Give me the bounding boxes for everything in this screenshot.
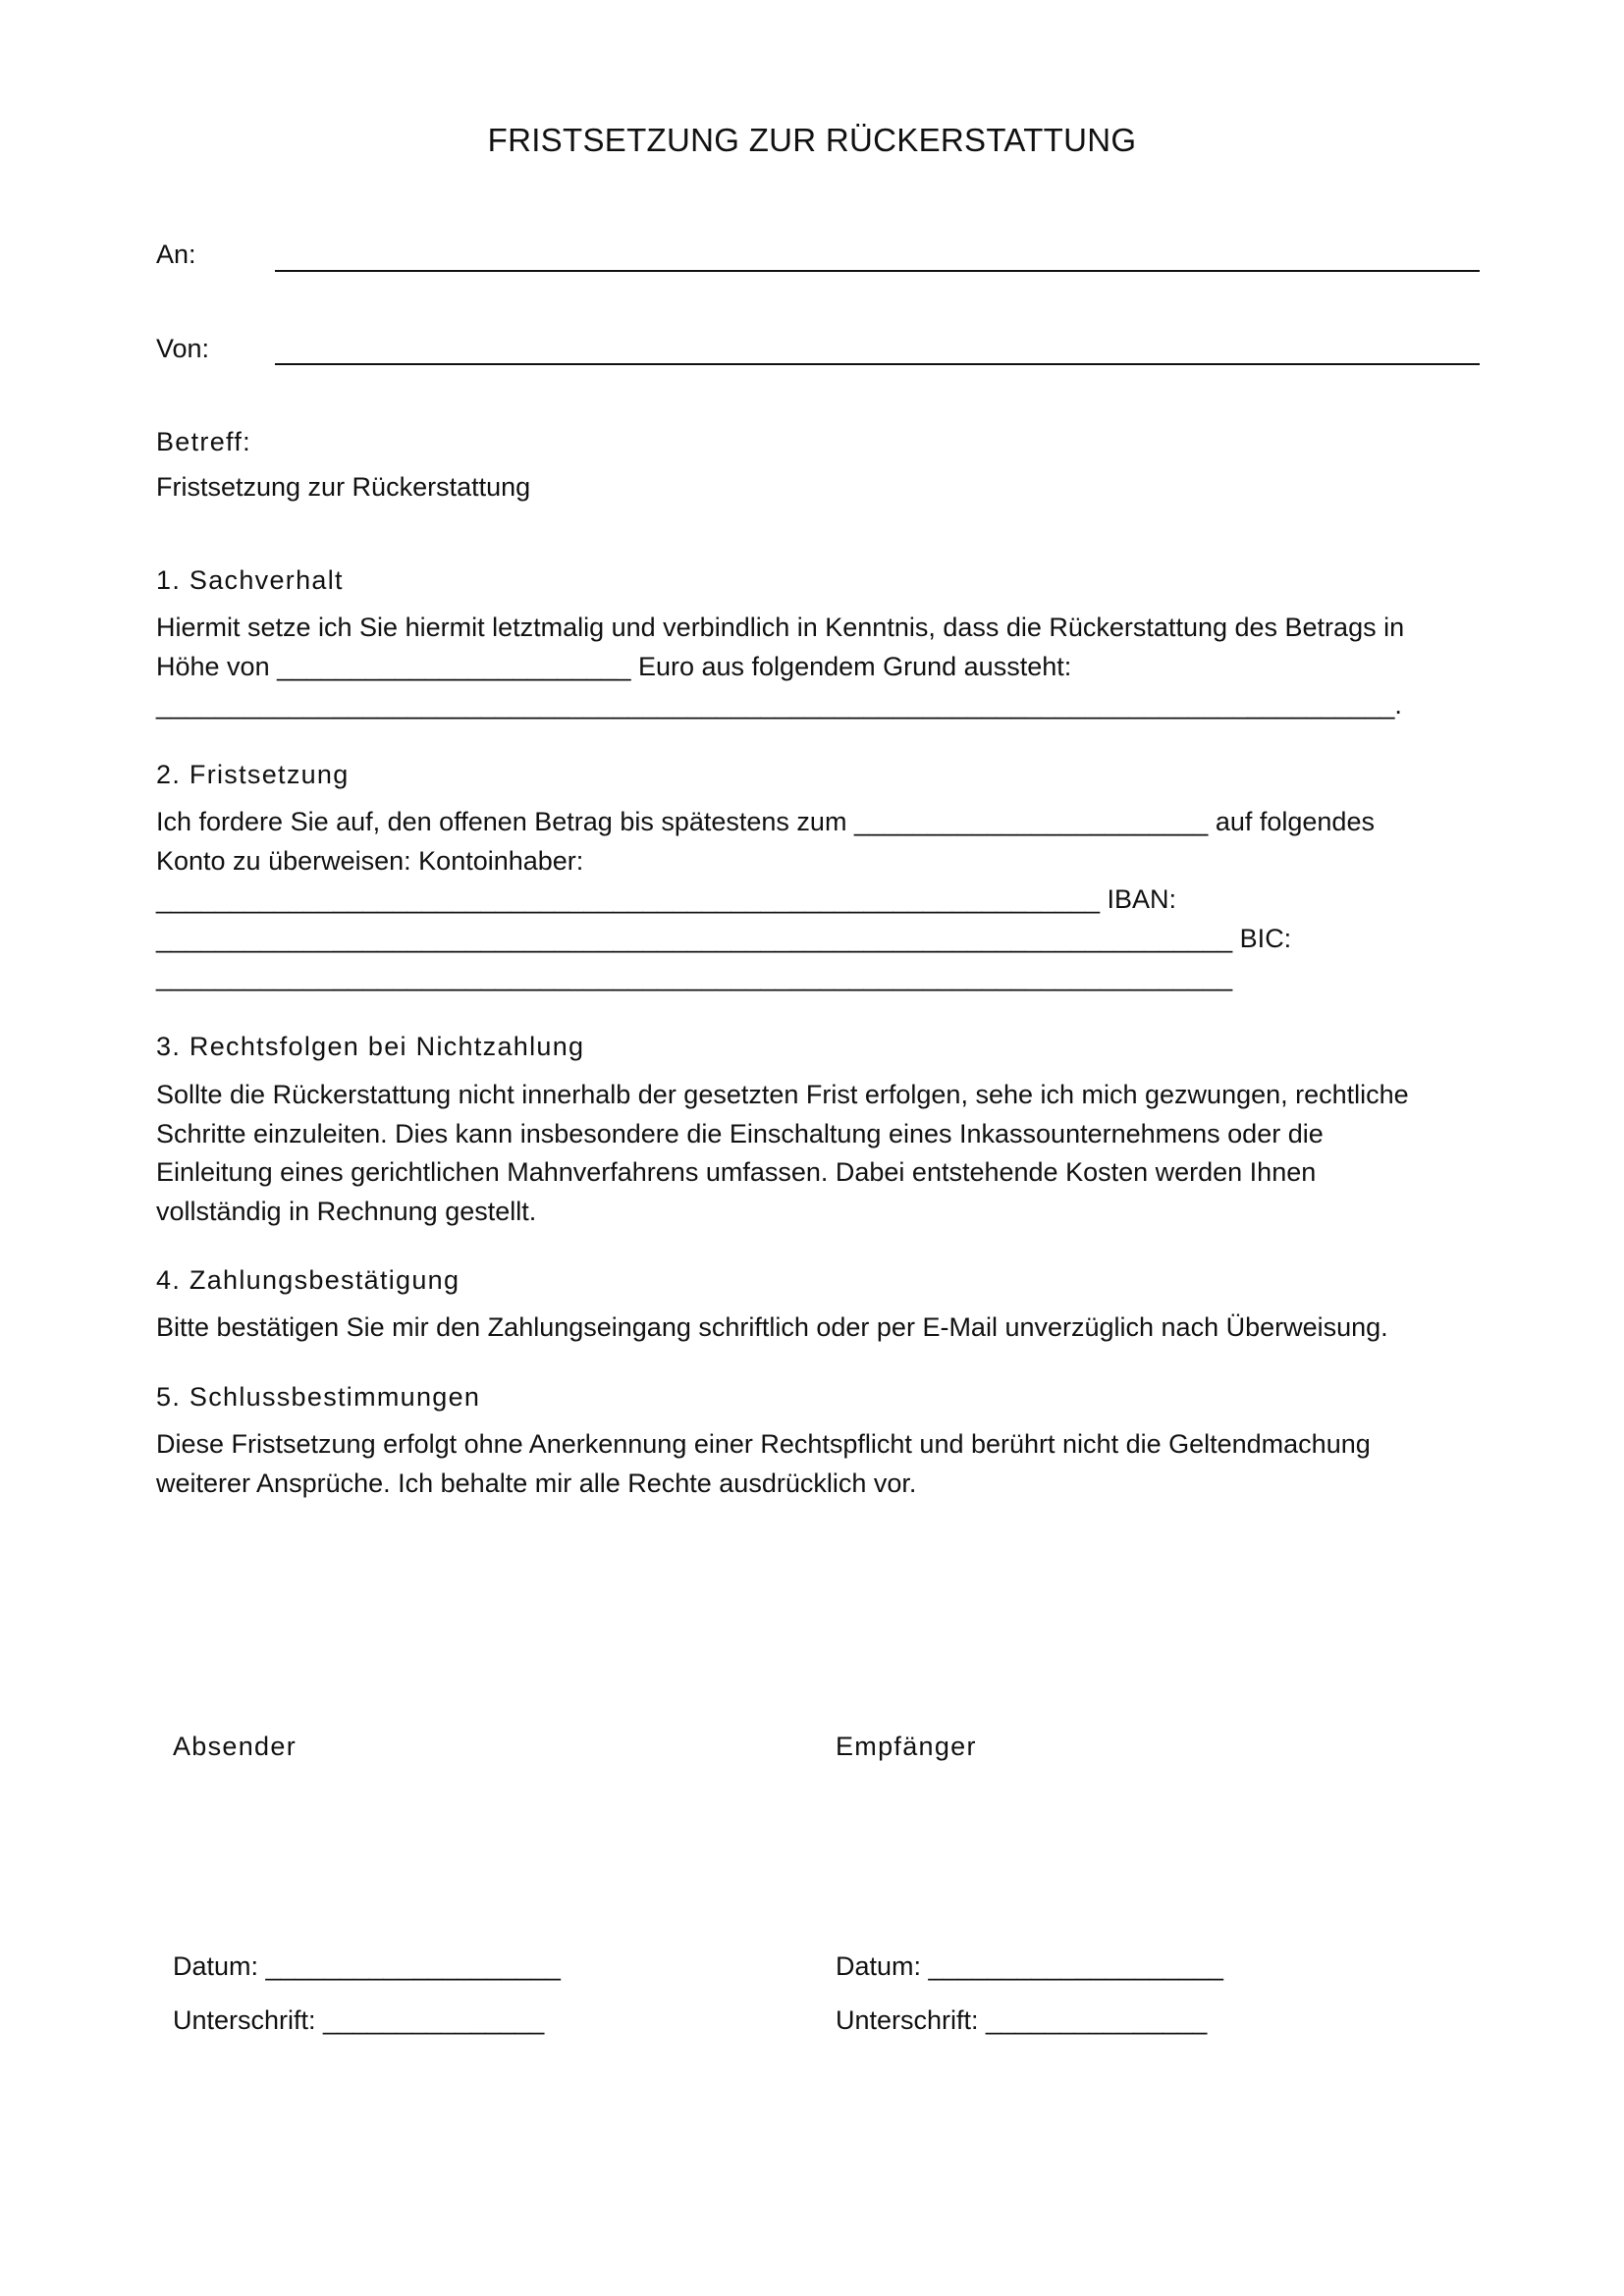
section-3-line: Sollte die Rückerstattung nicht innerhalb der gesetzten Frist erfolgen, sehe ich mich gezwungen, rechtliche <box>156 1080 1409 1109</box>
section-2-line: _________________________________________________________________________ <box>156 962 1233 991</box>
section-2-line: Konto zu überweisen: Kontoinhaber: <box>156 845 584 876</box>
section-1-line: Höhe von ________________________ Euro aus folgendem Grund aussteht: <box>156 651 1072 681</box>
recipient-signature-field[interactable]: Unterschrift: _______________ <box>836 2005 1208 2035</box>
from-field-line[interactable] <box>275 363 1480 365</box>
section-3-line: Einleitung eines gerichtlichen Mahnverfahrens umfassen. Dabei entstehende Kosten werden Ihnen <box>156 1157 1317 1187</box>
page-title: FRISTSETZUNG ZUR RÜCKERSTATTUNG <box>487 122 1137 158</box>
section-1-body <box>156 609 1404 725</box>
section-2-line: Ich fordere Sie auf, den offenen Betrag bis spätestens zum ________________________ auf folgendes <box>156 807 1375 836</box>
section-4-heading: 4. Zahlungsbestätigung <box>156 1265 460 1295</box>
section-2-heading: 2. Fristsetzung <box>156 760 350 789</box>
section-3-line: vollständig in Rechnung gestellt. <box>156 1196 537 1226</box>
section-2-body <box>156 803 1375 997</box>
section-5-heading: 5. Schlussbestimmungen <box>156 1382 481 1412</box>
subject-label: Betreff: <box>156 427 251 456</box>
to-label: An: <box>156 240 196 269</box>
section-3-line: Schritte einzuleiten. Dies kann insbesondere die Einschaltung eines Inkassounternehmens oder die <box>156 1118 1324 1148</box>
from-label: Von: <box>156 334 210 363</box>
recipient-label: Empfänger <box>836 1732 977 1761</box>
section-3-heading: 3. Rechtsfolgen bei Nichtzahlung <box>156 1032 585 1061</box>
section-4-body <box>156 1308 1388 1348</box>
subject-text: Fristsetzung zur Rückerstattung <box>156 472 531 502</box>
section-1-line: ____________________________________________________________________________________. <box>156 690 1402 720</box>
section-1-heading: 1. Sachverhalt <box>156 565 344 595</box>
to-field-line[interactable] <box>275 270 1480 272</box>
section-5-line: weiterer Ansprüche. Ich behalte mir alle Rechte ausdrücklich vor. <box>156 1468 917 1498</box>
sender-label: Absender <box>173 1732 297 1761</box>
recipient-date-field[interactable]: Datum: ____________________ <box>836 1951 1223 1981</box>
sender-date-field[interactable]: Datum: ____________________ <box>173 1951 561 1981</box>
section-5-body <box>156 1425 1371 1503</box>
section-2-line: ________________________________________________________________ IBAN: <box>156 884 1177 914</box>
section-3-body <box>156 1076 1409 1231</box>
section-2-line: _________________________________________________________________________ BIC: <box>156 923 1292 953</box>
section-1-line: Hiermit setze ich Sie hiermit letztmalig und verbindlich in Kenntnis, dass die Rückerstattung des Betrags in <box>156 613 1405 642</box>
sender-signature-field[interactable]: Unterschrift: _______________ <box>173 2005 545 2035</box>
section-5-line: Diese Fristsetzung erfolgt ohne Anerkennung einer Rechtspflicht und berührt nicht die Geltendmachung <box>156 1429 1371 1459</box>
section-4-line: Bitte bestätigen Sie mir den Zahlungseingang schriftlich oder per E-Mail unverzüglich nach Überweisung. <box>156 1312 1388 1342</box>
